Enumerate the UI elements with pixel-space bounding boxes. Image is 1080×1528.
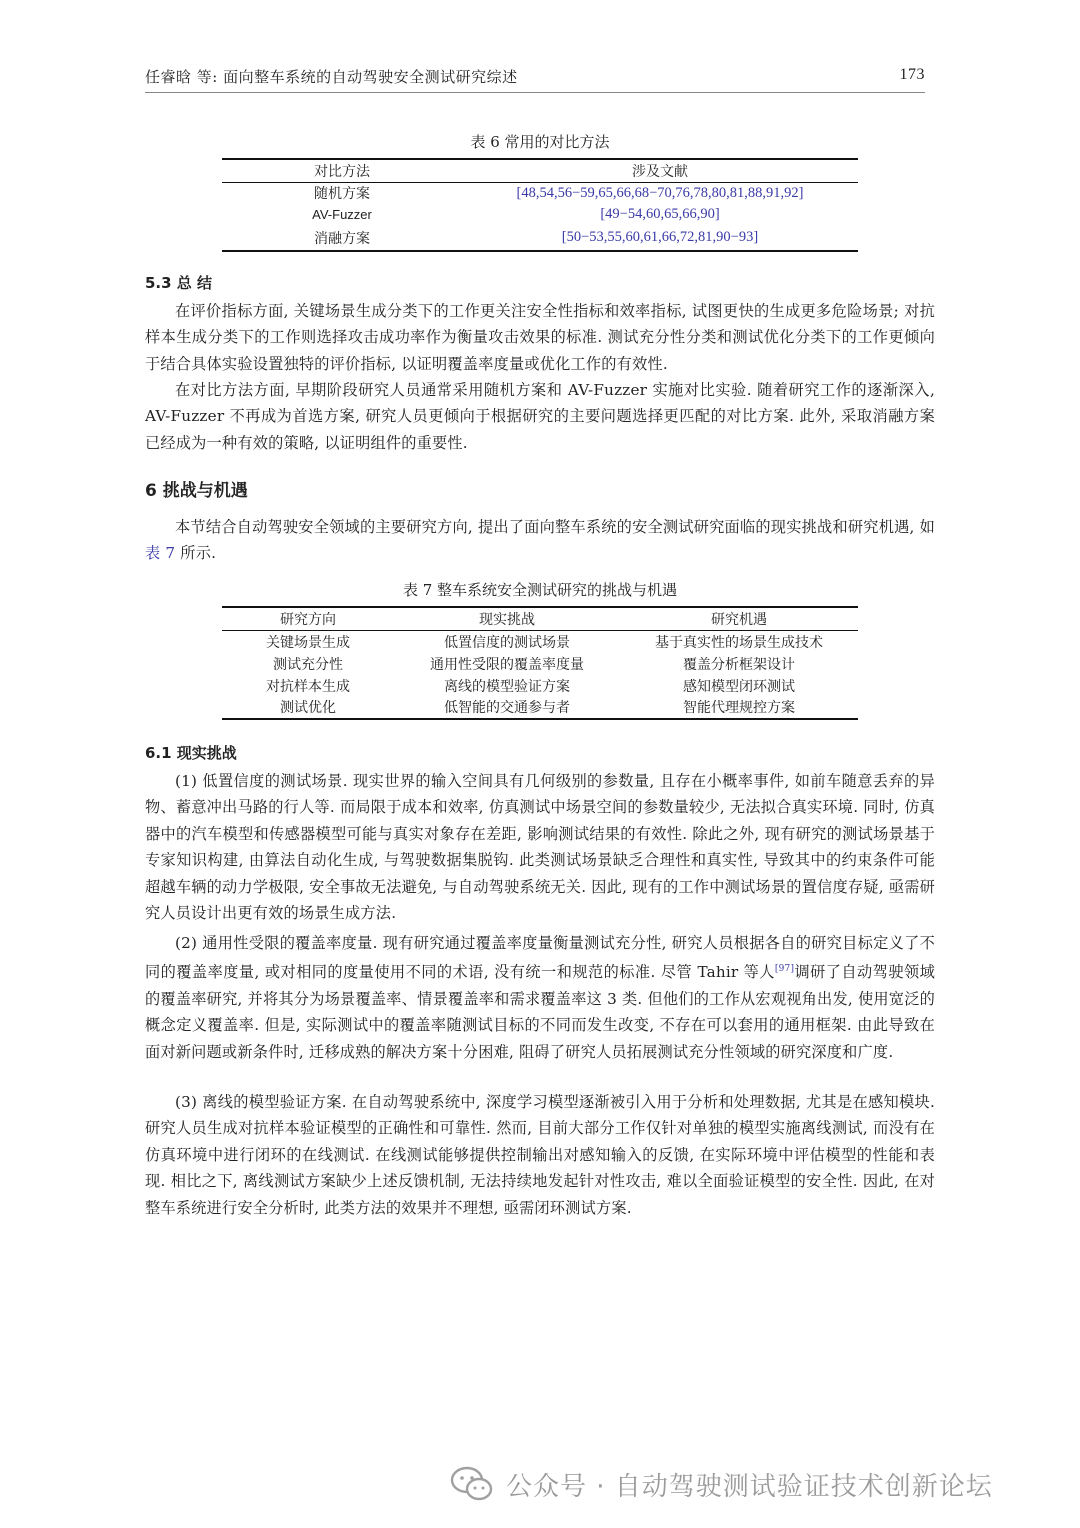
table-cell: 消融方案 — [222, 225, 462, 251]
paragraph: 在对比方法方面, 早期阶段研究人员通常采用随机方案和 AV-Fuzzer 实施对比实验. 随着研究工作的逐渐深入, AV-Fuzzer 不再成为首选方案, 研究人员更倾向于根据研究的主要问题选择更匹配的对比方案. 此外, 采取消融方案已经成为一种有效的策略, 以证明组件的重要性. — [145, 381, 935, 452]
paragraph: (1) 低置信度的测试场景. 现实世界的输入空间具有几何级别的参数量, 且存在小概率事件, 如前车随意丢弃的异物、蓄意冲出马路的行人等. 而局限于成本和效率, 仿真测试中场景空间的参数量较少, 无法拟合真实环境. 同时, 仿真器中的汽车模型和传感器模型可能与真实对象存在差距, 影响测试结果的有效性. 除此之外, 现有研究的测试场景基于专家知识构建, 由算法自动化生成, 与驾驶数据集脱钩. 此类测试场景缺乏合理性和真实性, 导致其中的约束条件可能超越车辆的动力学极限, 安全事故无法避免, 与自动驾驶系统无关. 因此, 现有的工作中测试场景的置信度存疑, 亟需研究人员设计出更有效的场景生成方法. — [145, 772, 935, 923]
table7-header: 现实挑战 — [394, 607, 620, 631]
table7-header: 研究机遇 — [620, 607, 858, 631]
intro-text: 本节结合自动驾驶安全领域的主要研究方向, 提出了面向整车系统的安全测试研究面临的现实挑战和研究机遇, 如 — [175, 518, 935, 536]
table-cell: 低智能的交通参与者 — [394, 697, 620, 719]
table-row — [222, 203, 858, 225]
table-row — [222, 631, 858, 653]
intro-text-end: 所示. — [175, 544, 217, 563]
reference-cell: [50−53,55,60,61,66,72,81,90−93] — [462, 225, 858, 251]
table-cell: 随机方案 — [314, 186, 370, 202]
citation-link[interactable]: [97] — [774, 964, 795, 975]
table-cell: 覆盖分析框架设计 — [683, 656, 795, 673]
section-heading-6-1: 6.1 现实挑战 — [145, 744, 237, 762]
table6-caption: 表 6 常用的对比方法 — [470, 133, 610, 151]
table-cell: 对抗样本生成 — [266, 678, 350, 695]
table-row — [222, 225, 858, 251]
wechat-icon — [450, 1465, 494, 1503]
paragraph-text: (2) 通用性受限的覆盖率度量. 现有研究通过覆盖率度量衡量测试充分性, 研究人员根据各自的研究目标定义了不同的覆盖率度量, 或对相同的度量使用不同的术语, 没有统一和规范的标准. 尽管 Tahir 等人 — [145, 934, 935, 982]
table7-header: 研究方向 — [222, 607, 394, 631]
table7-link[interactable]: 表 7 — [145, 544, 176, 563]
reference-cell: [49−54,60,65,66,90] — [600, 205, 720, 222]
paragraph: 在评价指标方面, 关键场景生成分类下的工作更关注安全性指标和效率指标, 试图更快的生成更多危险场景; 对抗样本生成分类下的工作则选择攻击成功率作为衡量攻击效果的标准. 测试充分性分类和测试优化分类下的工作更倾向于结合具体实验设置独特的评价指标, 以证明覆盖率度量或优化工作的有效性. — [145, 302, 935, 373]
table-cell: AV-Fuzzer — [312, 206, 372, 222]
paragraph — [145, 514, 935, 567]
table-cell: 离线的模型验证方案 — [444, 678, 570, 695]
table-row — [222, 183, 858, 204]
table-row — [222, 653, 858, 675]
running-header — [145, 66, 925, 93]
table-cell: 测试优化 — [222, 697, 394, 719]
table-cell: 低置信度的测试场景 — [444, 634, 570, 651]
table-cell: 基于真实性的场景生成技术 — [655, 634, 823, 651]
table-cell: 通用性受限的覆盖率度量 — [430, 656, 584, 673]
watermark-text: 公众号 · 自动驾驶测试验证技术创新论坛 — [506, 1471, 993, 1502]
table-cell: 关键场景生成 — [266, 634, 350, 651]
watermark — [450, 1462, 993, 1506]
table-cell: 智能代理规控方案 — [620, 697, 858, 719]
table6 — [222, 158, 858, 252]
paragraph: (3) 离线的模型验证方案. 在自动驾驶系统中, 深度学习模型逐渐被引入用于分析和处理数据, 尤其是在感知模块. 研究人员生成对抗样本验证模型的正确性和可靠性. 然而, 目前大部分工作仅针对单独的模型实施离线测试, 而没有在仿真环境中进行闭环的在线测试. 在线测试能够提供控制输出对感知输入的反馈, 在实际环境中评估模型的性能和表现. 相比之下, 离线测试方案缺少上述反馈机制, 无法持续地发起针对性攻击, 难以全面验证模型的安全性. 因此, 在对整车系统进行安全分析时, 此类方法的效果并不理想, 亟需闭环测试方案. — [145, 1093, 935, 1217]
section-heading-5-3: 5.3 总 结 — [145, 274, 213, 292]
section-heading-6: 6 挑战与机遇 — [145, 481, 248, 501]
paragraph-text-cont: 调研了自动驾驶领域的覆盖率研究, 并将其分为场景覆盖率、情景覆盖率和需求覆盖率这 3 类. 但他们的工作从宏观视角出发, 使用宽泛的概念定义覆盖率. 但是, 实际测试中的覆盖率随测试目标的不同而发生改变, 不存在可以套用的通用框架. 由此导致在面对新问题或新条件时, 迁移成熟的解决方案十分困难, 阻碍了研究人员拓展测试充分性领域的研究深度和广度. — [145, 963, 935, 1061]
page-number: 173 — [899, 66, 925, 83]
table6-header: 对比方法 — [222, 159, 462, 183]
table-row — [222, 697, 858, 719]
table7-caption: 表 7 整车系统安全测试研究的挑战与机遇 — [402, 581, 678, 599]
running-title: 任睿晗 等: 面向整车系统的自动驾驶安全测试研究综述 — [145, 68, 518, 86]
table6-header: 涉及文献 — [462, 159, 858, 183]
table7 — [222, 606, 858, 720]
paragraph — [145, 930, 935, 1065]
table-cell: 感知模型闭环测试 — [683, 678, 795, 695]
table-row — [222, 675, 858, 697]
reference-cell: [48,54,56−59,65,66,68−70,76,78,80,81,88,91,92] — [516, 184, 804, 201]
table-cell: 测试充分性 — [273, 656, 343, 673]
